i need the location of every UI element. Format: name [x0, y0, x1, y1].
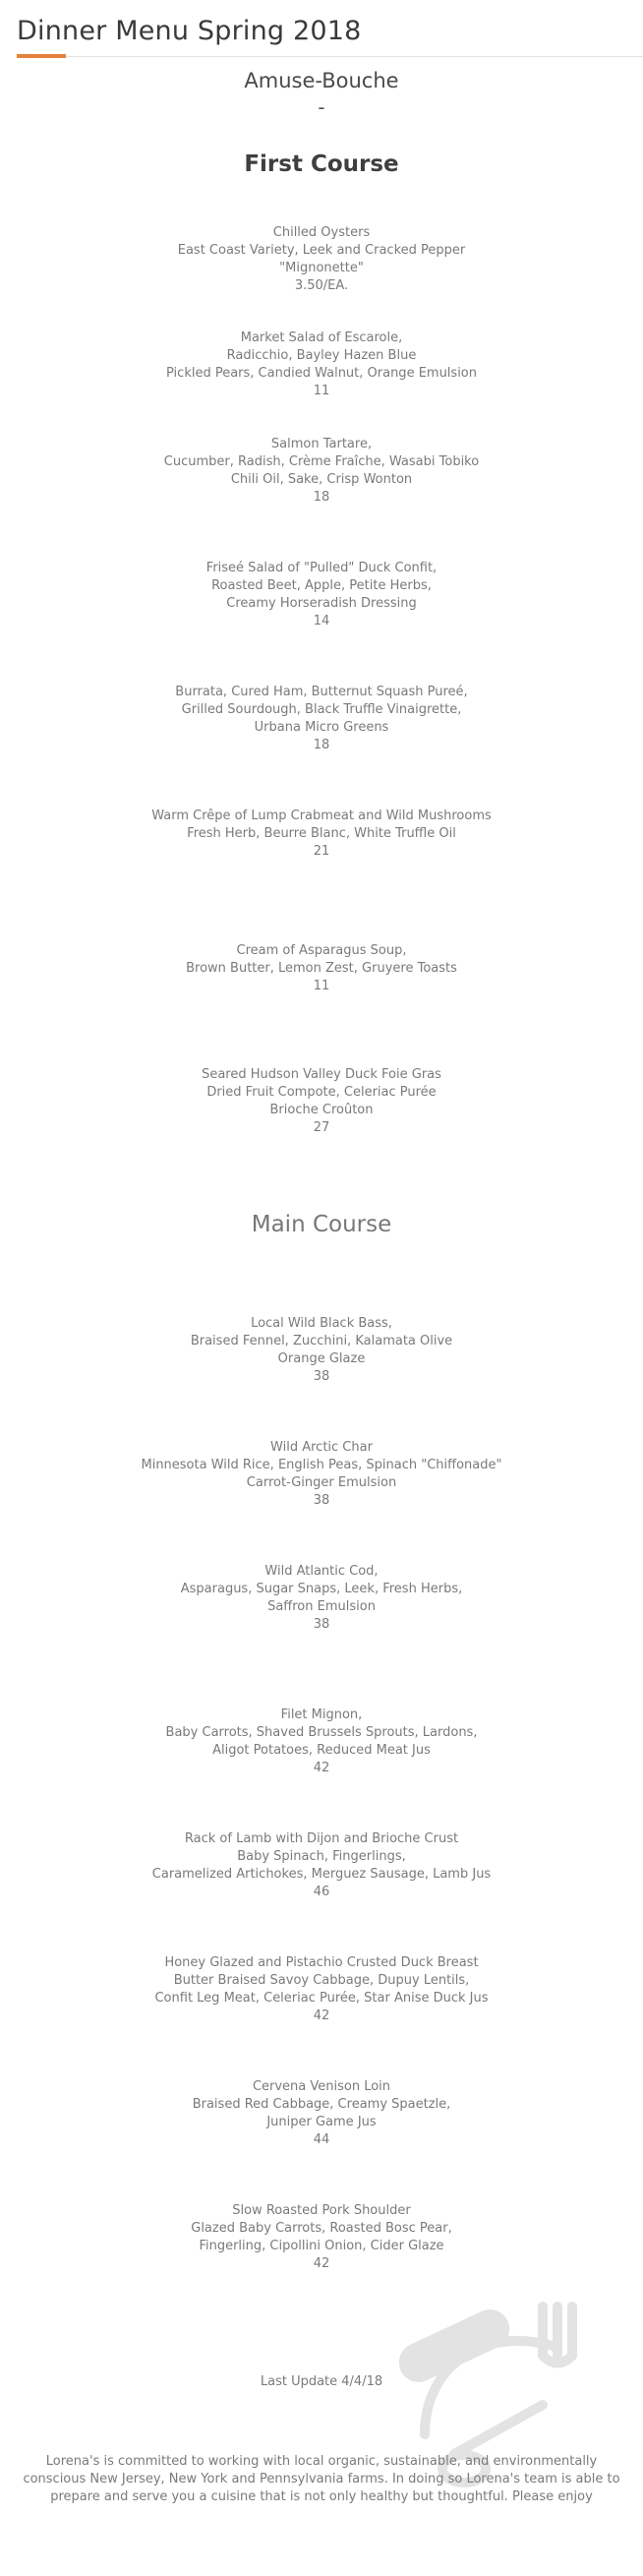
menu-item: [0, 329, 643, 400]
dish-description: Asparagus, Sugar Snaps, Leek, Fresh Herbs,: [180, 1582, 463, 1596]
first-course-heading: First Course: [244, 151, 399, 177]
dish-description: Juniper Game Jus: [266, 2115, 377, 2129]
dish-name: Local Wild Black Bass,: [251, 1316, 392, 1331]
dish-description: Dried Fruit Compote, Celeriac Purée: [206, 1085, 437, 1100]
dish-description: Cucumber, Radish, Crème Fraîche, Wasabi Tobiko: [163, 454, 480, 469]
amuse-bouche-dash: -: [318, 95, 325, 119]
dish-price: 21: [313, 844, 330, 859]
dish-description: Confit Leg Meat, Celeriac Purée, Star Anise Duck Jus: [154, 1991, 489, 2006]
menu-item: [0, 808, 643, 861]
dish-price: 14: [313, 614, 330, 629]
dish-price: 38: [313, 1369, 330, 1384]
dish-description: Minnesota Wild Rice, English Peas, Spinach "Chiffonade": [141, 1458, 502, 1472]
dish-description: Radicchio, Bayley Hazen Blue: [226, 348, 417, 363]
dish-description: Braised Red Cabbage, Creamy Spaetzle,: [192, 2097, 451, 2112]
dish-description: Brown Butter, Lemon Zest, Gruyere Toasts: [186, 961, 457, 976]
dish-description: Chili Oil, Sake, Crisp Wonton: [230, 472, 413, 487]
dish-description: Creamy Horseradish Dressing: [226, 596, 417, 611]
dish-description: Butter Braised Savoy Cabbage, Dupuy Lentils,: [173, 1973, 470, 1988]
header-accent-bar: [17, 54, 66, 58]
dish-name: Warm Crêpe of Lump Crabmeat and Wild Mushrooms: [151, 809, 492, 823]
dish-name: Filet Mignon,: [280, 1707, 363, 1722]
dish-name: Wild Atlantic Cod,: [264, 1564, 379, 1579]
amuse-bouche-heading: Amuse-Bouche: [244, 69, 399, 92]
main-course-heading: Main Course: [251, 1212, 392, 1237]
dish-price: 38: [313, 1617, 330, 1632]
dish-description: East Coast Variety, Leek and Cracked Pepper: [177, 243, 466, 258]
dish-description: "Mignonette": [279, 261, 364, 275]
dish-price: 3.50/EA.: [294, 278, 349, 293]
menu-item: [0, 1563, 643, 1634]
dish-name: Cream of Asparagus Soup,: [236, 943, 407, 958]
dish-price: 38: [313, 1493, 330, 1508]
dish-description: Baby Carrots, Shaved Brussels Sprouts, Lardons,: [165, 1725, 478, 1740]
dish-price: 42: [313, 1761, 330, 1775]
dish-description: Saffron Emulsion: [267, 1599, 376, 1614]
dish-description: Aligot Potatoes, Reduced Meat Jus: [212, 1743, 431, 1758]
last-update-text: Last Update 4/4/18: [260, 2374, 383, 2389]
menu-item: [0, 1439, 643, 1510]
dish-price: 42: [313, 2256, 330, 2271]
menu-item: [0, 684, 643, 754]
dish-description: Roasted Beet, Apple, Petite Herbs,: [211, 578, 432, 593]
dish-price: 27: [313, 1120, 330, 1135]
dish-price: 18: [313, 490, 330, 505]
dish-description: Baby Spinach, Fingerlings,: [237, 1849, 406, 1864]
page-title: Dinner Menu Spring 2018: [17, 16, 362, 46]
menu-item: [0, 560, 643, 630]
menu-item: [0, 942, 643, 995]
header-divider: [17, 56, 643, 57]
dish-price: 11: [313, 384, 330, 398]
menu-item: [0, 2078, 643, 2149]
dish-name: Seared Hudson Valley Duck Foie Gras: [202, 1067, 441, 1082]
menu-item: [0, 1707, 643, 1777]
dish-description: Braised Fennel, Zucchini, Kalamata Olive: [190, 1334, 453, 1348]
dish-description: Urbana Micro Greens: [254, 720, 389, 735]
dish-price: 44: [313, 2132, 330, 2147]
dish-description: Fresh Herb, Beurre Blanc, White Truffle Oil: [187, 826, 456, 841]
dish-description: Grilled Sourdough, Black Truffle Vinaigrette,: [181, 702, 462, 717]
sustainability-note: Lorena's is committed to working with local organic, sustainable, and environmentally conscious New Jersey, New York and Pennsylvania farms. In doing so Lorena's team is able to prepare and serve you a cuisine that is not only healthy but thoughtful. Please enjoy: [23, 2454, 620, 2504]
dish-name: Wild Arctic Char: [270, 1440, 373, 1455]
dish-name: Slow Roasted Pork Shoulder: [232, 2203, 411, 2218]
dish-name: Salmon Tartare,: [270, 437, 373, 451]
menu-item: [0, 1066, 643, 1137]
dish-price: 46: [313, 1885, 330, 1899]
dish-description: Caramelized Artichokes, Merguez Sausage, Lamb Jus: [151, 1867, 492, 1882]
menu-item: [0, 1830, 643, 1901]
dish-name: Cervena Venison Loin: [252, 2079, 391, 2094]
dish-name: Burrata, Cured Ham, Butternut Squash Pureé,: [175, 685, 468, 699]
dish-price: 42: [313, 2008, 330, 2023]
menu-item: [0, 2202, 643, 2273]
dish-description: Glazed Baby Carrots, Roasted Bosc Pear,: [191, 2221, 452, 2236]
dish-price: 18: [313, 738, 330, 752]
dish-description: Fingerling, Cipollini Onion, Cider Glaze: [199, 2239, 444, 2253]
dish-description: Brioche Croûton: [269, 1103, 374, 1117]
dish-name: Honey Glazed and Pistachio Crusted Duck Breast: [164, 1955, 479, 1970]
dish-name: Rack of Lamb with Dijon and Brioche Crust: [184, 1831, 459, 1846]
menu-item: [0, 1315, 643, 1386]
menu-item: [0, 224, 643, 295]
dish-description: Orange Glaze: [277, 1351, 366, 1366]
menu-item: [0, 1954, 643, 2025]
dish-price: 11: [313, 979, 330, 993]
dish-name: Market Salad of Escarole,: [240, 330, 403, 345]
dish-description: Carrot-Ginger Emulsion: [246, 1475, 397, 1490]
menu-item: [0, 436, 643, 507]
dish-description: Pickled Pears, Candied Walnut, Orange Emulsion: [166, 366, 477, 381]
page-header: [0, 0, 643, 59]
dish-name: Chilled Oysters: [272, 225, 371, 240]
dish-name: Friseé Salad of "Pulled" Duck Confit,: [205, 561, 438, 575]
